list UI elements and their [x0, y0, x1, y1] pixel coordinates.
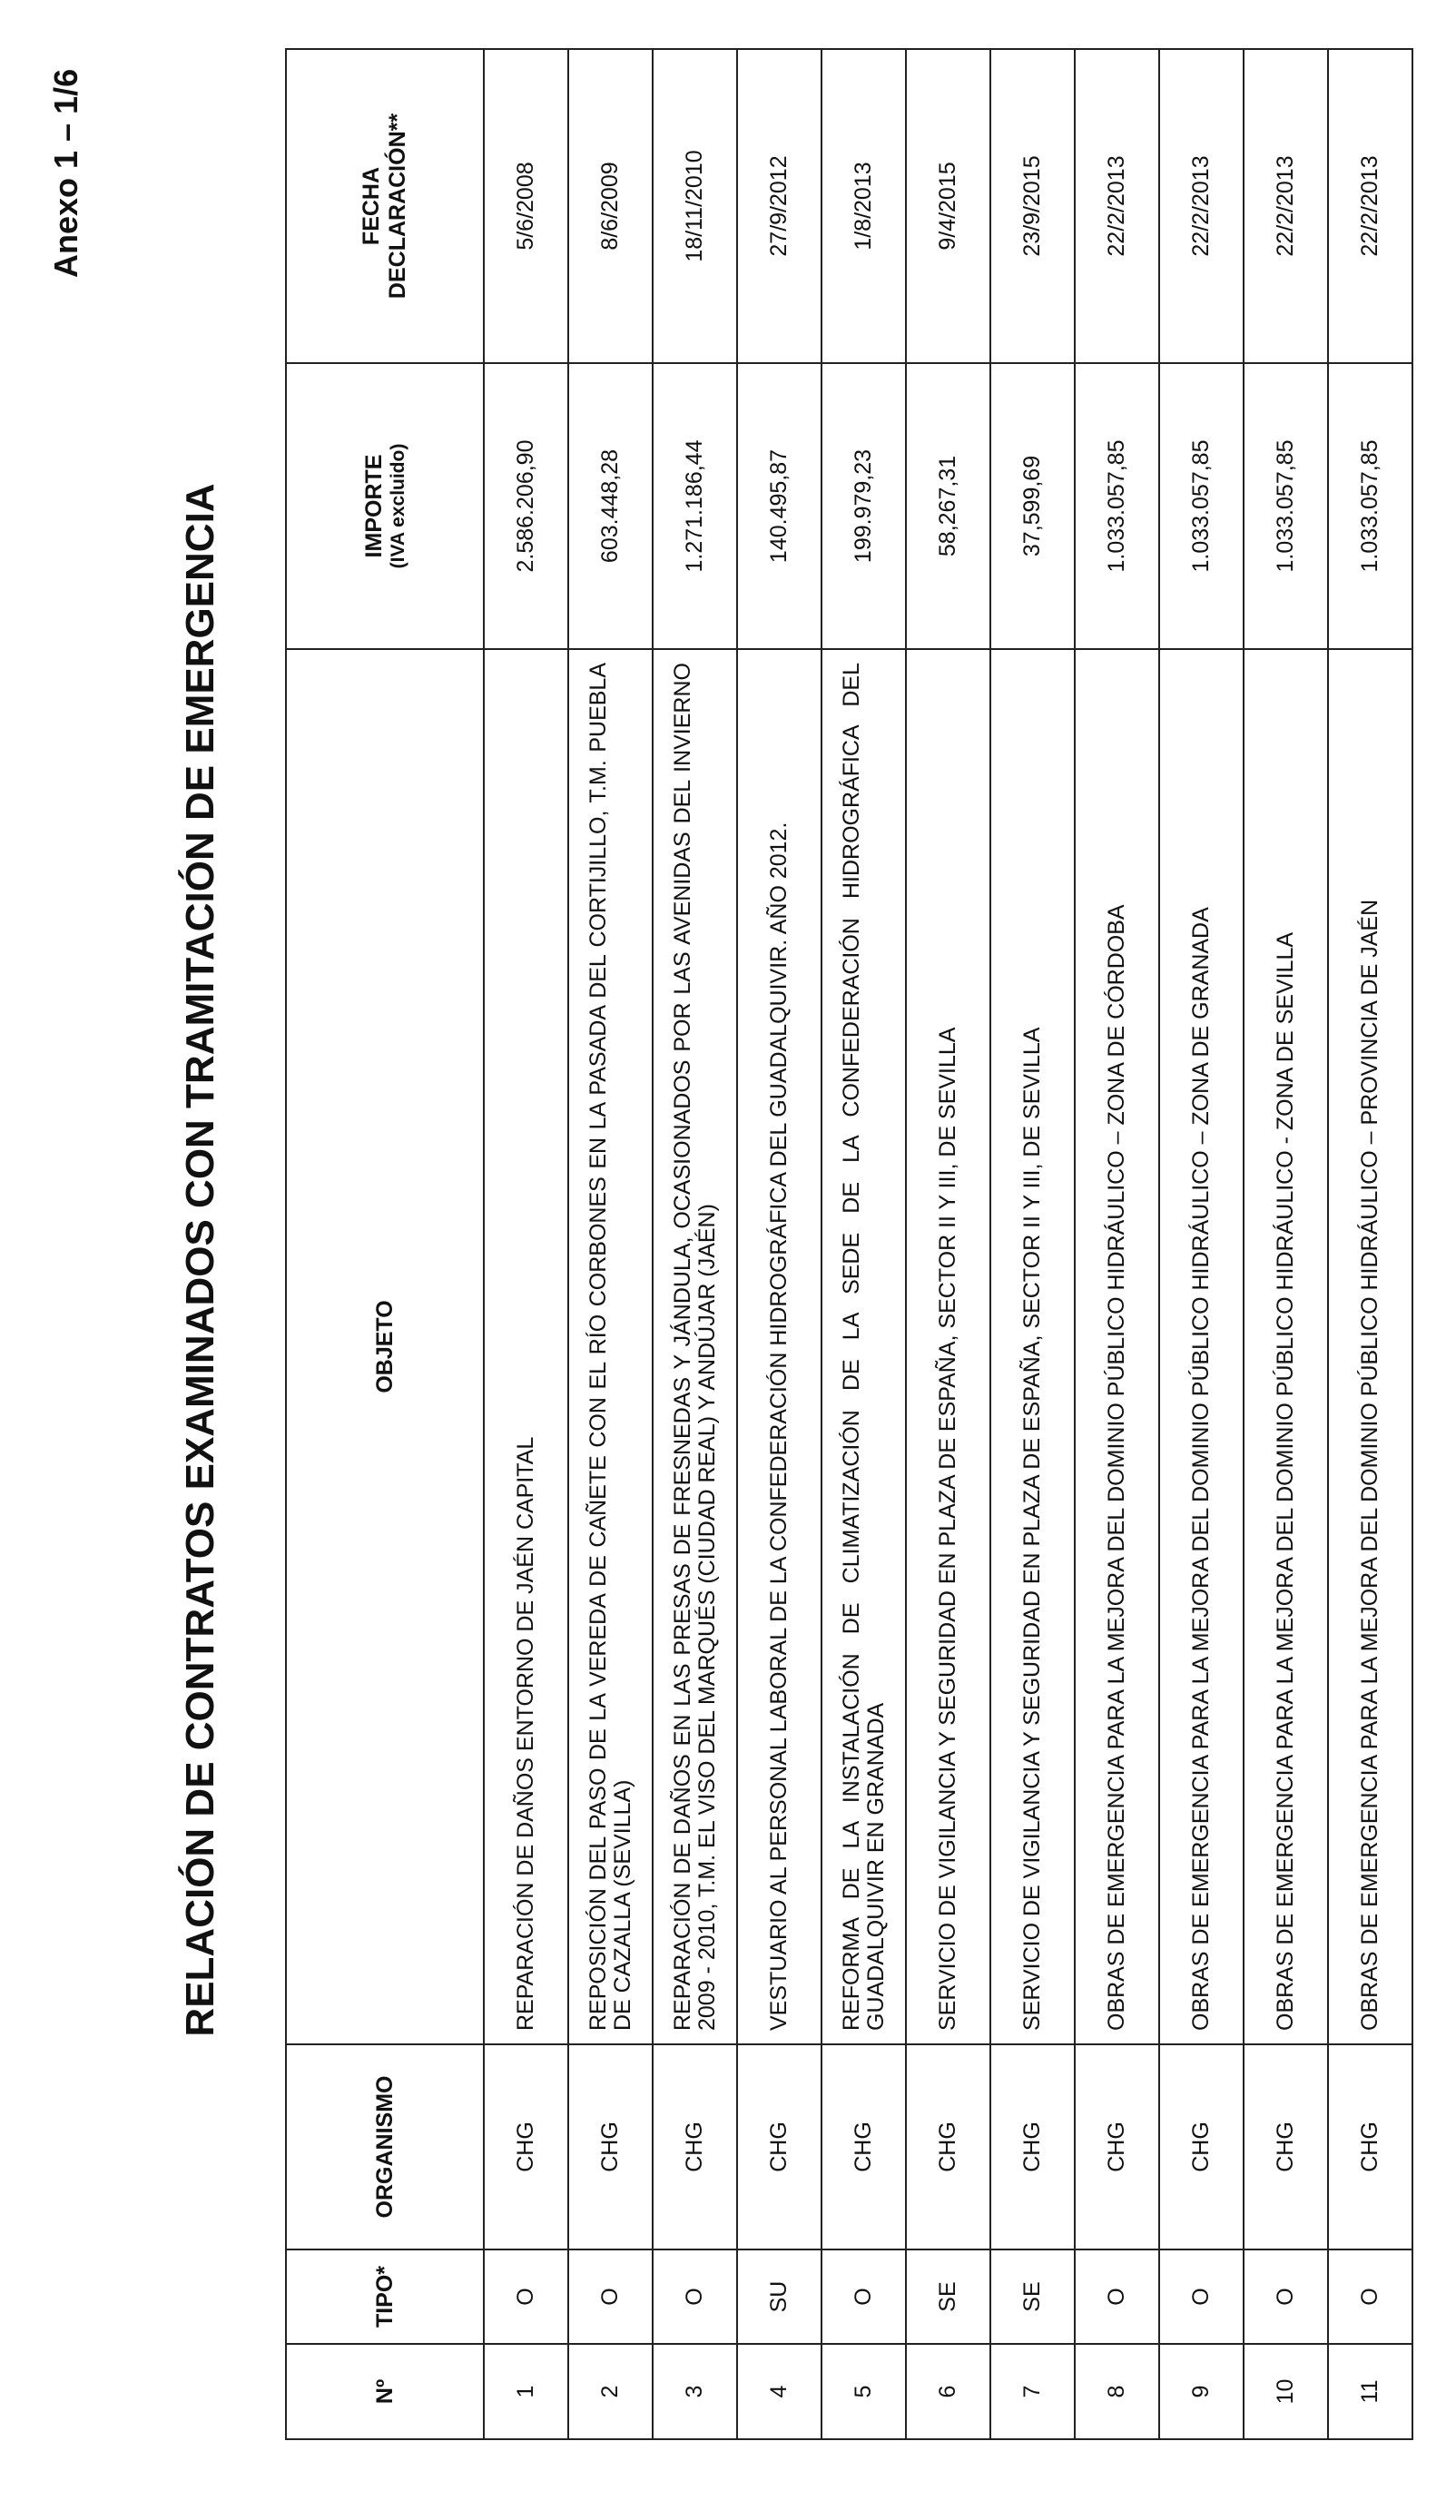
row-organismo-cell: CHG [906, 2044, 990, 2249]
header-tipo: TIPO* [286, 2249, 484, 2344]
row-organismo-cell: CHG [568, 2044, 653, 2249]
row-objeto-cell: OBRAS DE EMERGENCIA PARA LA MEJORA DEL DOMINIO PÚBLICO HIDRÁULICO – ZONA DE CÓRDOBA [1075, 649, 1159, 2044]
row-number-cell: 4 [737, 2344, 821, 2439]
row-tipo-cell: SE [906, 2249, 990, 2344]
row-organismo-cell: CHG [653, 2044, 737, 2249]
table-row [1244, 49, 1328, 2439]
row-fecha-cell: 23/9/2015 [990, 49, 1075, 363]
row-organismo-cell: CHG [821, 2044, 906, 2249]
row-organismo-cell: CHG [484, 2044, 568, 2249]
row-objeto-cell: SERVICIO DE VIGILANCIA Y SEGURIDAD EN PLAZA DE ESPAÑA, SECTOR II Y III, DE SEVILLA [990, 649, 1075, 2044]
table-row [484, 49, 568, 2439]
header-n: Nº [286, 2344, 484, 2439]
row-tipo-cell: SE [990, 2249, 1075, 2344]
table-row [653, 49, 737, 2439]
row-importe-cell: 1.033.057,85 [1244, 363, 1328, 649]
row-fecha-cell: 22/2/2013 [1159, 49, 1244, 363]
row-objeto-cell: REPARACIÓN DE DAÑOS ENTORNO DE JAÉN CAPITAL [484, 649, 568, 2044]
row-fecha-cell: 9/4/2015 [906, 49, 990, 363]
header-importe-label: IMPORTE [360, 454, 387, 558]
table-row [1159, 49, 1244, 2439]
row-number-cell: 2 [568, 2344, 653, 2439]
table-row [568, 49, 653, 2439]
annex-label: Anexo 1 – 1/6 [47, 68, 84, 278]
table-row [1075, 49, 1159, 2439]
header-fecha [286, 49, 484, 363]
row-importe-cell: 37,599,69 [990, 363, 1075, 649]
row-tipo-cell: O [1244, 2249, 1328, 2344]
row-organismo-cell: CHG [990, 2044, 1075, 2249]
row-organismo-cell: CHG [737, 2044, 821, 2249]
row-objeto-cell: SERVICIO DE VIGILANCIA Y SEGURIDAD EN PLAZA DE ESPAÑA, SECTOR II Y III, DE SEVILLA [906, 649, 990, 2044]
row-tipo-cell: O [568, 2249, 653, 2344]
header-objeto: OBJETO [286, 649, 484, 2044]
row-importe-cell: 1.033.057,85 [1159, 363, 1244, 649]
row-organismo-cell: CHG [1075, 2044, 1159, 2249]
row-objeto-cell: OBRAS DE EMERGENCIA PARA LA MEJORA DEL DOMINIO PÚBLICO HIDRÁULICO - ZONA DE SEVILLA [1244, 649, 1328, 2044]
row-importe-cell: 58,267,31 [906, 363, 990, 649]
header-importe [286, 363, 484, 649]
row-fecha-cell: 5/6/2008 [484, 49, 568, 363]
row-objeto-cell: OBRAS DE EMERGENCIA PARA LA MEJORA DEL DOMINIO PÚBLICO HIDRÁULICO – ZONA DE GRANADA [1159, 649, 1244, 2044]
contracts-table [285, 48, 1413, 2440]
row-number-cell: 8 [1075, 2344, 1159, 2439]
row-importe-cell: 1.033.057,85 [1075, 363, 1159, 649]
row-tipo-cell: O [1159, 2249, 1244, 2344]
row-importe-cell: 140.495,87 [737, 363, 821, 649]
row-importe-cell: 1.271.186,44 [653, 363, 737, 649]
row-tipo-cell: O [821, 2249, 906, 2344]
row-importe-cell: 199.979,23 [821, 363, 906, 649]
row-importe-cell: 2.586.206,90 [484, 363, 568, 649]
row-objeto-cell: VESTUARIO AL PERSONAL LABORAL DE LA CONFEDERACIÓN HIDROGRÁFICA DEL GUADALQUIVIR. AÑO 2012. [737, 649, 821, 2044]
header-fecha-line2: DECLARACIÓN** [385, 113, 410, 300]
row-objeto-cell: REPARACIÓN DE DAÑOS EN LAS PRESAS DE FRESNEDAS Y JÁNDULA, OCASIONADOS POR LAS AVENIDAS DEL INVIERNO 2009 - 2010, T.M. EL VISO DEL MARQUÉS (CIUDAD REAL) Y ANDÚJAR (JAÉN) [653, 649, 737, 2044]
row-objeto-cell: OBRAS DE EMERGENCIA PARA LA MEJORA DEL DOMINIO PÚBLICO HIDRÁULICO – PROVINCIA DE JAÉN [1328, 649, 1412, 2044]
row-number-cell: 5 [821, 2344, 906, 2439]
row-number-cell: 7 [990, 2344, 1075, 2439]
header-organismo: ORGANISMO [286, 2044, 484, 2249]
table-row [737, 49, 821, 2439]
header-importe-sublabel: (IVA excluido) [387, 443, 408, 569]
row-tipo-cell: O [1328, 2249, 1412, 2344]
row-organismo-cell: CHG [1244, 2044, 1328, 2249]
row-importe-cell: 1.033.057,85 [1328, 363, 1412, 649]
row-number-cell: 11 [1328, 2344, 1412, 2439]
table-body [484, 49, 1412, 2439]
row-number-cell: 3 [653, 2344, 737, 2439]
row-number-cell: 6 [906, 2344, 990, 2439]
table-row [1328, 49, 1412, 2439]
row-fecha-cell: 27/9/2012 [737, 49, 821, 363]
row-objeto-cell: REPOSICIÓN DEL PASO DE LA VEREDA DE CAÑETE CON EL RÍO CORBONES EN LA PASADA DEL CORTIJILLO, T.M. PUEBLA DE CAZALLA (SEVILLA) [568, 649, 653, 2044]
row-fecha-cell: 1/8/2013 [821, 49, 906, 363]
table-row [990, 49, 1075, 2439]
row-fecha-cell: 22/2/2013 [1328, 49, 1412, 363]
row-fecha-cell: 18/11/2010 [653, 49, 737, 363]
page-title: RELACIÓN DE CONTRATOS EXAMINADOS CON TRAMITACIÓN DE EMERGENCIA [178, 483, 222, 2037]
row-fecha-cell: 8/6/2009 [568, 49, 653, 363]
row-fecha-cell: 22/2/2013 [1075, 49, 1159, 363]
row-tipo-cell: O [484, 2249, 568, 2344]
table-row [906, 49, 990, 2439]
row-tipo-cell: SU [737, 2249, 821, 2344]
row-number-cell: 10 [1244, 2344, 1328, 2439]
row-number-cell: 1 [484, 2344, 568, 2439]
table-row [821, 49, 906, 2439]
row-tipo-cell: O [1075, 2249, 1159, 2344]
header-fecha-line1: FECHA [359, 166, 384, 246]
table-header-row [286, 49, 484, 2439]
row-organismo-cell: CHG [1159, 2044, 1244, 2249]
row-fecha-cell: 22/2/2013 [1244, 49, 1328, 363]
row-tipo-cell: O [653, 2249, 737, 2344]
row-number-cell: 9 [1159, 2344, 1244, 2439]
row-organismo-cell: CHG [1328, 2044, 1412, 2249]
row-objeto-cell: REFORMA DE LA INSTALACIÓN DE CLIMATIZACIÓN DE LA SEDE DE LA CONFEDERACIÓN HIDROGRÁFICA DEL GUADALQUIVIR EN GRANADA [821, 649, 906, 2044]
row-importe-cell: 603.448,28 [568, 363, 653, 649]
